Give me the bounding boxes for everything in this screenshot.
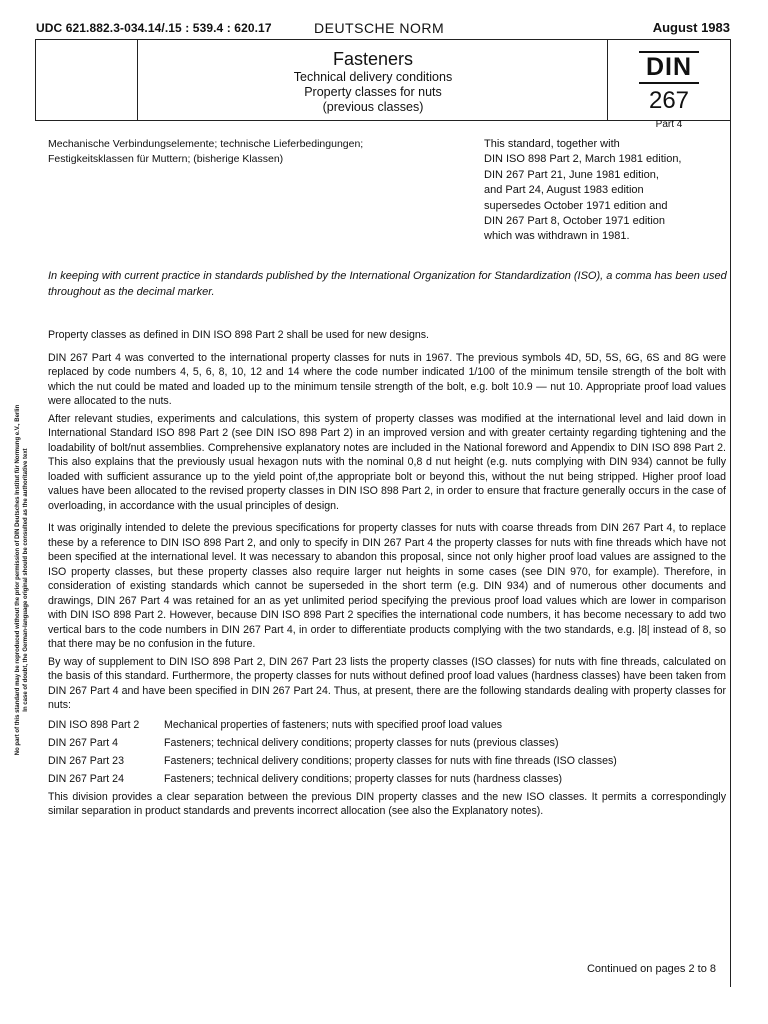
standard-id: DIN 267 Part 4 [48,736,119,749]
document-title: Fasteners [332,49,414,69]
din-logo-bottom-bar [639,82,699,84]
standard-id: DIN ISO 898 Part 2 [48,718,140,731]
list-item [48,770,726,788]
right-margin-rule [730,121,731,987]
standard-id: DIN 267 Part 24 [48,772,124,785]
supersede-line: This standard, together with [484,138,620,150]
paragraph-supplement: By way of supplement to DIN ISO 898 Part 2, DIN 267 Part 23 lists the property classes (ISO classes) for nuts with fine threads, calculated on the basis of this standard. Furthermore, the property classes for nuts without defined proof load values (hardness classes) have been taken from DIN 267 Part 4 and have been specified in DIN 267 Part 24. Thus, at present, there are the following standards dealing with property classes for nuts: [48,655,726,711]
supersede-line: which was withdrawn in 1981. [484,230,630,243]
subtitle-line-3: (previous classes) [322,100,424,114]
list-item [48,716,726,734]
udc-classification: UDC 621.882.3-034.14/.15 : 539.4 : 620.17 [36,21,272,35]
decimal-marker-note: In keeping with current practice in standards published by the International Organization for Standardization (ISO), a comma has been used throughout as the decimal marker. [48,270,727,298]
subtitle-line-1: Technical delivery conditions [293,70,453,84]
standard-description: Mechanical properties of fasteners; nuts with specified proof load values [164,718,503,731]
din-number: 267 [648,87,690,114]
din-logo [639,51,699,84]
standard-description: Fasteners; technical delivery conditions; property classes for nuts (previous classes) [164,736,559,749]
standards-list [48,716,726,788]
paragraph-intent: It was originally intended to delete the previous specifications for property classes for nuts with coarse threads from DIN 267 Part 4, to replace these by a reference to DIN ISO 898 Part 2, and only to specify in DIN 267 Part 4 the property classes for nuts with fine threads which have not been specified at the international level. It was necessary to abandon this proposal, since not only higher proof load values are assigned to the ISO property classes, but these property classes also require larger nut heights in some cases (see DIN 970, for example). Therefore, in consideration of existing standards which cannot be superseded in the short term (e.g. DIN 934) and of numerous other documents and drawings, DIN 267 Part 4 was retained for an as yet unlimited period specifying the previous proof load values which are lower in comparison with DIN ISO 898 Part 2. However, because DIN ISO 898 Part 2 specifies the international code numbers, it has become necessary to add two vertical bars to the code numbers in DIN 267 Part 4, in order to differentiate products complying with the two standards, e.g. |8| instead of 8, so that there may be no confusion in the future. [48,522,726,650]
supersede-note [484,137,724,245]
side-note-line-2: In case of doubt, the German-language original should be consulted as the authoritative text [23,448,29,712]
paragraph-division: This division provides a clear separation between the previous DIN property classes and the new ISO classes. It permits a correspondingly similar separation in product standards and prevents incorrect allocation (see also the Explanatory notes). [48,790,726,817]
supersede-line: supersedes October 1971 edition and [484,199,668,212]
german-title-line-1: Mechanische Verbindungselemente; technische Lieferbedingungen; [48,138,364,150]
supersede-line: DIN ISO 898 Part 2, March 1981 edition, [484,153,682,166]
standard-description: Fasteners; technical delivery conditions; property classes for nuts (hardness classes) [164,772,563,785]
paragraph-new-designs: Property classes as defined in DIN ISO 898 Part 2 shall be used for new designs. [48,329,429,341]
list-item [48,734,726,752]
deutsche-norm-label: DEUTSCHE NORM [314,20,445,36]
supersede-line: DIN 267 Part 8, October 1971 edition [484,215,665,228]
subtitle-line-2: Property classes for nuts [304,85,442,99]
paragraph-history: DIN 267 Part 4 was converted to the international property classes for nuts in 1967. The previous symbols 4D, 5D, 5S, 6G, 6S and 8G were replaced by code numbers 4, 5, 6, 8, 10, 12 and 14 where the code number indicated 1/100 of the minimum tensile strength of the bolt with which the nut could be mated and loaded up to the minimum tensile strength of the bolt, e.g. bolt 10.9 — nut 10. Appropriate proof load values were allocated to the nuts. [48,351,726,407]
standard-description: Fasteners; technical delivery conditions; property classes for nuts with fine threads (ISO classes) [164,754,617,767]
title-box-left-cell [36,40,138,120]
din-logo-text: DIN [645,53,693,81]
copyright-side-note [14,320,30,840]
paragraph-revision: After relevant studies, experiments and calculations, this system of property classes was modified at the international level and laid down in International Standard ISO 898 Part 2 (see DIN ISO 898 Part 2) in an improved version and with greater certainty regarding tightening and the loadability of bolt/nut assemblies. Comprehensive explanatory notes are included in the National foreword and Appendix to DIN ISO 898 Part 2. This also explains that the previously usual hexagon nuts with the nominal 0,8 d nut height (e.g. nuts complying with DIN 934) cannot be fully loaded with sufficient assurance up to the yield point of,the appropriate bolt or beyond this, without the nut being stripped. Higher proof load values have been allocated to the revised property classes in DIN ISO 898 Part 2, in order to ensure that fracture generally occurs in the case of overloading, in accordance with the usual principles of design. [48,412,726,512]
body-text [48,328,726,827]
supersede-line: DIN 267 Part 21, June 1981 edition, [484,168,659,181]
din-part: Part 4 [655,119,683,130]
continued-note: Continued on pages 2 to 8 [586,963,716,975]
german-title-line-2: Festigkeitsklassen für Muttern; (bisherige Klassen) [48,153,284,165]
supersede-line: and Part 24, August 1983 edition [484,184,644,197]
german-title [48,137,448,167]
side-note-line-1: No part of this standard may be reproduced without the prior permission of DIN Deutsches Institut für Normung e.V., Berlin [15,404,21,756]
standard-id: DIN 267 Part 23 [48,754,124,767]
publication-date: August 1983 [652,20,730,35]
title-box [35,39,731,130]
list-item [48,752,726,770]
